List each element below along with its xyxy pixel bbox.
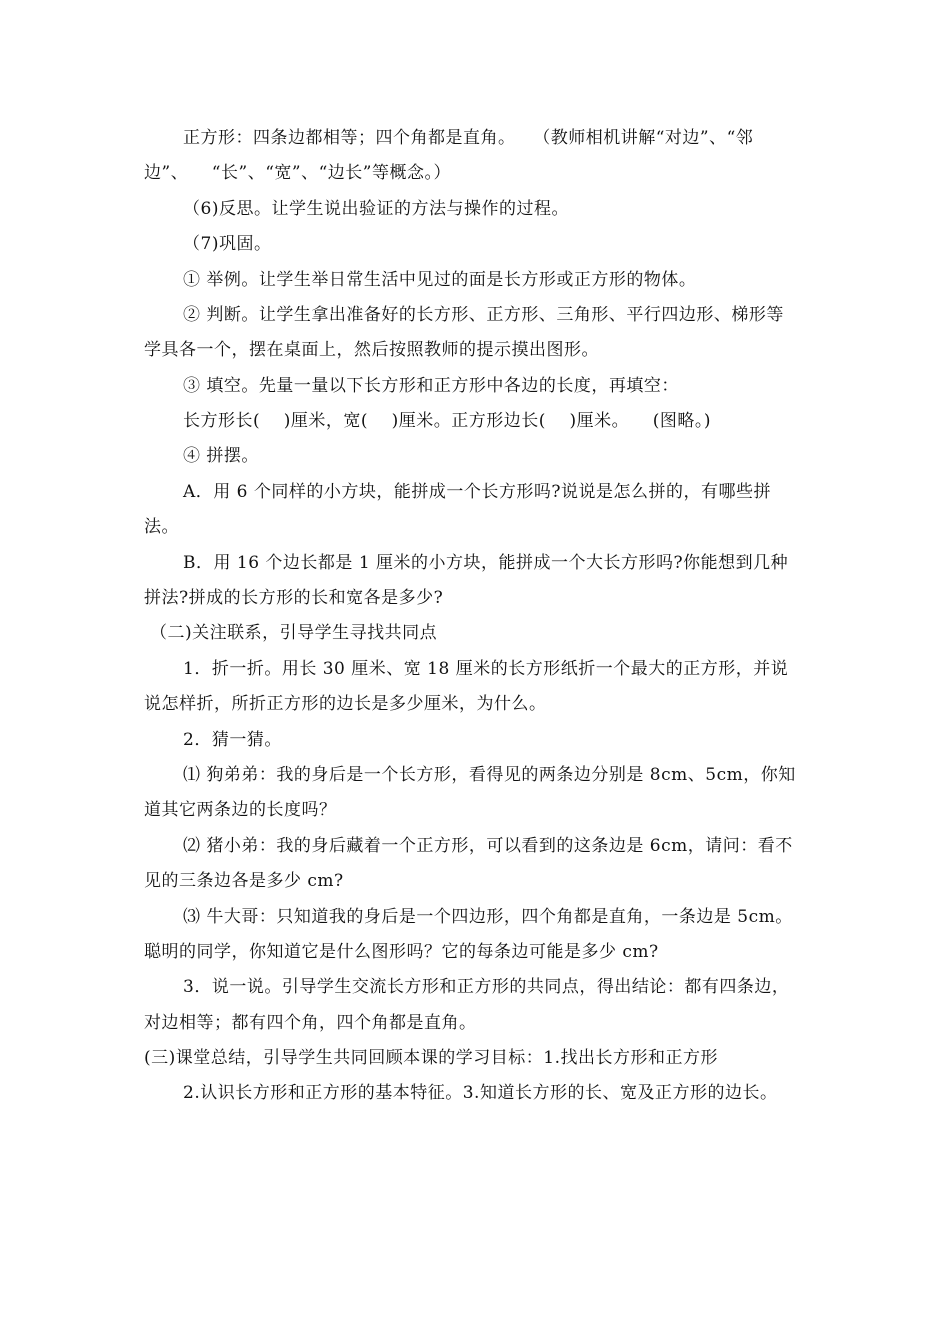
- section-heading: （二)关注联系，引导学生寻找共同点: [150, 623, 438, 643]
- text-line: A．用 6 个同样的小方块，能拼成一个长方形吗?说说是怎么拼的，有哪些拼: [183, 482, 772, 502]
- text-line: 法。: [144, 517, 179, 537]
- text-line: 边”、 “长”、“宽”、“边长”等概念。）: [144, 163, 451, 183]
- text-line: 说怎样折，所折正方形的边长是多少厘米，为什么。: [144, 694, 547, 714]
- text-line: ④ 拼摆。: [183, 446, 259, 466]
- text-line: ② 判断。让学生拿出准备好的长方形、正方形、三角形、平行四边形、梯形等: [183, 305, 784, 325]
- text-line: 长方形长( )厘米，宽( )厘米。正方形边长( )厘米。 (图略。): [183, 411, 712, 431]
- text-line: 3．说一说。引导学生交流长方形和正方形的共同点，得出结论：都有四条边，: [183, 977, 790, 997]
- text-line: 见的三条边各是多少 cm?: [144, 871, 344, 891]
- text-line: 聪明的同学，你知道它是什么图形吗？它的每条边可能是多少 cm?: [144, 942, 659, 962]
- text-line: 学具各一个，摆在桌面上，然后按照教师的提示摸出图形。: [144, 340, 599, 360]
- text-line: ⑴ 狗弟弟：我的身后是一个长方形，看得见的两条边分别是 8cm、5cm，你知: [183, 765, 796, 785]
- text-line: 对边相等；都有四个角，四个角都是直角。: [144, 1013, 477, 1033]
- text-line: 正方形：四条边都相等；四个角都是直角。 （教师相机讲解“对边”、“邻: [183, 128, 754, 148]
- text-line: 拼法?拼成的长方形的长和宽各是多少?: [144, 588, 444, 608]
- text-line: 2．猜一猜。: [183, 730, 282, 750]
- text-line: （7)巩固。: [183, 234, 272, 254]
- text-line: （6)反思。让学生说出验证的方法与操作的过程。: [183, 199, 569, 219]
- text-line: 1．折一折。用长 30 厘米、宽 18 厘米的长方形纸折一个最大的正方形，并说: [183, 659, 789, 679]
- text-line: ⑶ 牛大哥：只知道我的身后是一个四边形，四个角都是直角，一条边是 5cm。: [183, 907, 793, 927]
- text-line: B．用 16 个边长都是 1 厘米的小方块，能拼成一个大长方形吗?你能想到几种: [183, 553, 789, 573]
- text-line: 道其它两条边的长度吗？: [144, 800, 337, 820]
- text-line: ⑵ 猪小弟：我的身后藏着一个正方形，可以看到的这条边是 6cm，请问：看不: [183, 836, 793, 856]
- text-line: 2.认识长方形和正方形的基本特征。3.知道长方形的长、宽及正方形的边长。: [183, 1083, 778, 1103]
- text-line: ① 举例。让学生举日常生活中见过的面是长方形或正方形的物体。: [183, 270, 697, 290]
- text-line: ③ 填空。先量一量以下长方形和正方形中各边的长度，再填空：: [183, 376, 679, 396]
- section-heading: (三)课堂总结，引导学生共同回顾本课的学习目标：1.找出长方形和正方形: [144, 1048, 718, 1068]
